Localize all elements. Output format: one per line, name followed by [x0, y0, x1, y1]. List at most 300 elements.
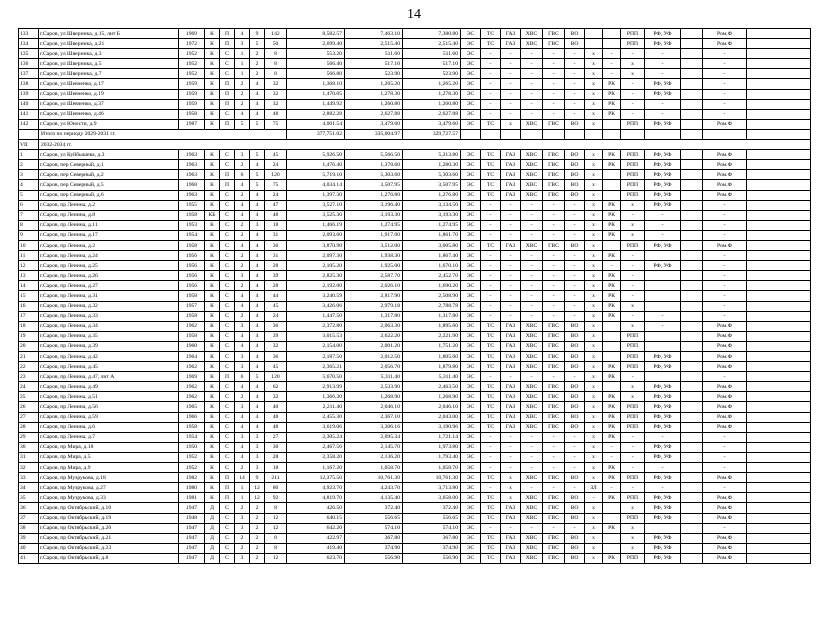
table-cell: 5,670.50: [287, 372, 345, 382]
table-row: [19, 352, 811, 362]
table-cell: х: [585, 180, 603, 190]
table-cell: -: [481, 49, 501, 59]
table-cell: 4: [235, 442, 250, 452]
table-cell: -: [481, 79, 501, 89]
table-cell: х: [585, 392, 603, 402]
table-cell: [543, 129, 565, 139]
table-cell: ХВС: [521, 422, 543, 432]
table-cell: С: [220, 543, 235, 553]
table-row: [19, 160, 811, 170]
table-cell: -: [501, 452, 521, 462]
table-cell: ЭС: [461, 452, 481, 462]
table-cell: РФ, УФ: [645, 452, 681, 462]
table-cell: 374.90: [403, 543, 461, 553]
table-cell: К: [205, 109, 220, 119]
table-row: [19, 523, 811, 533]
table-cell: 6: [235, 372, 250, 382]
table-cell: ЭС: [461, 69, 481, 79]
table-cell: [681, 129, 703, 139]
table-cell: 2,622.20: [345, 331, 403, 341]
table-cell: -: [543, 442, 565, 452]
table-cell: 4,243.70: [345, 483, 403, 493]
table-cell: -: [703, 261, 747, 271]
table-cell: РПП: [621, 29, 645, 39]
table-cell: 45: [265, 362, 287, 372]
table-cell: [747, 442, 811, 452]
table-cell: Д: [205, 523, 220, 533]
table-cell: ВО: [565, 331, 585, 341]
table-cell: -: [621, 442, 645, 452]
table-cell: г.Саров, пр Октябрьский, д.20: [39, 523, 179, 533]
table-cell: -: [543, 230, 565, 240]
table-cell: 1959: [179, 89, 205, 99]
table-cell: -: [521, 452, 543, 462]
table-cell: г.Саров, ул Шевченко, д.19: [39, 89, 179, 99]
table-cell: 1953: [179, 220, 205, 230]
table-cell: 5: [250, 119, 265, 129]
table-cell: 24: [265, 190, 287, 200]
table-cell: РК: [603, 362, 621, 372]
table-cell: Ром.Ф: [703, 331, 747, 341]
table-cell: 566.80: [287, 69, 345, 79]
table-cell: ХВС: [521, 543, 543, 553]
table-cell: РК: [603, 271, 621, 281]
table-cell: 2,452.70: [403, 271, 461, 281]
table-cell: 1963: [179, 190, 205, 200]
table-cell: 2: [250, 59, 265, 69]
table-cell: [681, 463, 703, 473]
table-cell: 4: [250, 210, 265, 220]
table-cell: 5,303.60: [403, 170, 461, 180]
table-cell: -: [645, 109, 681, 119]
table-cell: ХВС: [521, 341, 543, 351]
table-cell: 1,278.30: [345, 89, 403, 99]
table-cell: 2,882.28: [287, 109, 345, 119]
table-cell: 2: [235, 190, 250, 200]
table-cell: 22: [19, 362, 39, 372]
table-cell: 1972: [179, 39, 205, 49]
table-cell: С: [220, 301, 235, 311]
table-cell: х: [585, 99, 603, 109]
table-cell: 2,367.10: [345, 412, 403, 422]
table-cell: -: [543, 200, 565, 210]
table-cell: 2,097.30: [287, 251, 345, 261]
table-cell: К: [205, 402, 220, 412]
table-cell: РК: [603, 251, 621, 261]
table-cell: 4: [250, 281, 265, 291]
table-cell: [747, 281, 811, 291]
table-cell: -: [565, 523, 585, 533]
table-cell: -: [703, 99, 747, 109]
table-cell: -: [521, 311, 543, 321]
table-cell: Ром.Ф: [703, 321, 747, 331]
table-cell: 12: [250, 493, 265, 503]
table-cell: Ром.Ф: [703, 170, 747, 180]
table-cell: 32: [265, 99, 287, 109]
table-cell: х: [585, 69, 603, 79]
table-row: [19, 311, 811, 321]
table-cell: х: [585, 291, 603, 301]
table-cell: ГАЗ: [501, 362, 521, 372]
table-cell: х: [621, 59, 645, 69]
table-cell: -: [521, 523, 543, 533]
table-cell: 7: [19, 210, 39, 220]
table-cell: П: [220, 29, 235, 39]
table-cell: [747, 321, 811, 331]
table-cell: 1957: [179, 301, 205, 311]
table-cell: 14: [235, 473, 250, 483]
table-cell: [645, 251, 681, 261]
table-cell: РФ, УФ: [645, 493, 681, 503]
table-cell: 1948: [179, 513, 205, 523]
table-cell: х: [585, 301, 603, 311]
table-cell: ЭС: [461, 29, 481, 39]
table-cell: 2,358.20: [287, 452, 345, 462]
table-cell: -: [565, 89, 585, 99]
table-cell: ВО: [565, 190, 585, 200]
table-cell: ТС: [481, 533, 501, 543]
table-cell: [747, 473, 811, 483]
table-cell: -: [703, 49, 747, 59]
table-cell: 75: [265, 180, 287, 190]
table-cell: [747, 170, 811, 180]
table-cell: ВО: [565, 341, 585, 351]
table-cell: -: [481, 311, 501, 321]
table-cell: РФ, УФ: [645, 362, 681, 372]
table-cell: -: [481, 69, 501, 79]
table-cell: РПП: [621, 513, 645, 523]
table-cell: х: [585, 382, 603, 392]
table-cell: 120: [265, 372, 287, 382]
table-cell: [521, 129, 543, 139]
table-cell: ГАЗ: [501, 352, 521, 362]
table-cell: 1981: [179, 493, 205, 503]
table-cell: ХВС: [521, 170, 543, 180]
table-cell: -: [543, 281, 565, 291]
table-cell: 4: [250, 341, 265, 351]
table-cell: ТС: [481, 190, 501, 200]
table-cell: 2,979.18: [345, 301, 403, 311]
table-cell: 1958: [179, 240, 205, 250]
table-cell: 1955: [179, 200, 205, 210]
table-cell: [681, 261, 703, 271]
table-cell: -: [501, 251, 521, 261]
table-cell: 36: [265, 240, 287, 250]
table-cell: 523.90: [345, 69, 403, 79]
table-cell: 2,095.34: [345, 432, 403, 442]
table-cell: РПП: [621, 402, 645, 412]
table-cell: х: [585, 59, 603, 69]
table-cell: [747, 220, 811, 230]
table-cell: 21: [19, 352, 39, 362]
table-cell: [747, 533, 811, 543]
table-cell: х: [585, 49, 603, 59]
table-cell: 1966: [179, 412, 205, 422]
table-cell: [681, 392, 703, 402]
table-cell: -: [565, 372, 585, 382]
table-cell: 1,274.95: [345, 220, 403, 230]
table-cell: [747, 29, 811, 39]
table-cell: ЭС: [461, 382, 481, 392]
table-cell: РФ, УФ: [645, 261, 681, 271]
table-cell: 28: [265, 452, 287, 462]
table-cell: 4: [250, 160, 265, 170]
table-cell: [585, 29, 603, 39]
table-cell: [645, 129, 681, 139]
table-cell: 1,670.10: [403, 261, 461, 271]
table-row: [19, 483, 811, 493]
table-cell: ГВС: [543, 180, 565, 190]
table-cell: С: [220, 513, 235, 523]
table-cell: С: [220, 200, 235, 210]
table-cell: 36: [265, 352, 287, 362]
table-cell: 4: [250, 109, 265, 119]
table-cell: 4: [250, 200, 265, 210]
table-cell: РК: [603, 392, 621, 402]
table-cell: 2: [235, 533, 250, 543]
table-cell: -: [481, 281, 501, 291]
table-cell: С: [220, 422, 235, 432]
table-cell: 3,015.53: [287, 331, 345, 341]
table-cell: 3,193.30: [403, 210, 461, 220]
table-cell: 4: [250, 352, 265, 362]
table-cell: 1964: [179, 352, 205, 362]
table-cell: -: [703, 251, 747, 261]
table-cell: -: [603, 442, 621, 452]
table-cell: -: [703, 372, 747, 382]
table-cell: -: [543, 291, 565, 301]
table-cell: 75: [265, 119, 287, 129]
table-cell: Д: [205, 533, 220, 543]
table-cell: РФ, УФ: [645, 180, 681, 190]
table-cell: РК: [603, 200, 621, 210]
table-cell: -: [543, 69, 565, 79]
housing-program-table: [18, 28, 811, 564]
table-cell: 1962: [179, 392, 205, 402]
table-cell: -: [565, 281, 585, 291]
table-cell: Ром.Ф: [703, 382, 747, 392]
table-cell: 1,751.20: [403, 341, 461, 351]
table-cell: ЭС: [461, 109, 481, 119]
table-row: [19, 150, 811, 160]
table-cell: РФ, УФ: [645, 553, 681, 563]
table-cell: -: [543, 261, 565, 271]
table-cell: [681, 543, 703, 553]
table-cell: 18: [265, 220, 287, 230]
table-cell: 4: [250, 412, 265, 422]
table-cell: [681, 150, 703, 160]
table-cell: К: [205, 230, 220, 240]
table-cell: [645, 281, 681, 291]
table-cell: 48: [265, 210, 287, 220]
table-row: [19, 372, 811, 382]
table-cell: -: [501, 261, 521, 271]
table-cell: 27: [19, 412, 39, 422]
table-cell: х: [585, 452, 603, 462]
table-cell: [681, 523, 703, 533]
table-cell: г.Саров, пр Октябрьский, д.21: [39, 533, 179, 543]
table-cell: РК: [603, 402, 621, 412]
table-cell: х: [585, 412, 603, 422]
table-cell: Ром.Ф: [703, 362, 747, 372]
table-cell: -: [501, 99, 521, 109]
table-cell: -: [543, 301, 565, 311]
table-cell: [603, 170, 621, 180]
table-row: [19, 291, 811, 301]
table-cell: 3,525.30: [287, 210, 345, 220]
table-cell: 5,213.80: [403, 150, 461, 160]
table-cell: ВО: [565, 160, 585, 170]
table-cell: ГАЗ: [501, 39, 521, 49]
table-row: [19, 452, 811, 462]
table-cell: [681, 422, 703, 432]
table-cell: 1962: [179, 362, 205, 372]
table-cell: 36: [19, 503, 39, 513]
table-cell: 1958: [179, 210, 205, 220]
table-cell: -: [621, 79, 645, 89]
table-cell: г.Саров, пер Северный, д.2: [39, 170, 179, 180]
table-cell: 3,527.10: [287, 200, 345, 210]
table-cell: 30: [19, 442, 39, 452]
table-cell: 2,043.00: [403, 412, 461, 422]
table-row: [19, 432, 811, 442]
table-cell: ЭС: [461, 271, 481, 281]
table-cell: -: [603, 49, 621, 59]
table-cell: ХВС: [521, 392, 543, 402]
table-cell: РК: [603, 79, 621, 89]
table-cell: РФ, УФ: [645, 402, 681, 412]
table-cell: П: [220, 89, 235, 99]
table-cell: -: [481, 200, 501, 210]
table-cell: К: [205, 382, 220, 392]
table-cell: 24: [265, 311, 287, 321]
table-row: [19, 220, 811, 230]
table-cell: ГВС: [543, 513, 565, 523]
table-cell: РК: [603, 281, 621, 291]
table-cell: 1956: [179, 281, 205, 291]
table-cell: 419.40: [287, 543, 345, 553]
table-cell: [603, 240, 621, 250]
table-row: [19, 261, 811, 271]
table-cell: -: [565, 79, 585, 89]
table-cell: [681, 331, 703, 341]
table-cell: 1,265.20: [403, 79, 461, 89]
table-cell: 2,305.24: [287, 432, 345, 442]
table-cell: ЭС: [461, 422, 481, 432]
table-cell: [681, 109, 703, 119]
table-cell: -: [565, 463, 585, 473]
table-cell: 2: [235, 503, 250, 513]
table-cell: г.Саров, пр Ленина, д.32: [39, 301, 179, 311]
section-number: VII: [19, 140, 39, 150]
table-cell: 31: [265, 251, 287, 261]
table-cell: 10,761.30: [403, 473, 461, 483]
table-cell: [681, 362, 703, 372]
table-cell: -: [521, 281, 543, 291]
table-cell: [681, 49, 703, 59]
table-cell: 1954: [179, 230, 205, 240]
table-cell: 31: [265, 230, 287, 240]
table-cell: ВО: [565, 150, 585, 160]
table-cell: [747, 463, 811, 473]
table-cell: 574.10: [403, 523, 461, 533]
table-cell: 3,512.00: [345, 240, 403, 250]
table-cell: [645, 341, 681, 351]
table-cell: К: [205, 271, 220, 281]
table-cell: Ром.Ф: [703, 533, 747, 543]
table-cell: ТС: [481, 180, 501, 190]
table-cell: 8: [265, 503, 287, 513]
table-cell: 422.97: [287, 533, 345, 543]
table-cell: ТС: [481, 543, 501, 553]
table-cell: 4,135.40: [345, 493, 403, 503]
table-cell: ВО: [565, 422, 585, 432]
table-row: [19, 412, 811, 422]
table-cell: 32: [265, 392, 287, 402]
table-cell: [681, 230, 703, 240]
table-cell: ТС: [481, 422, 501, 432]
table-cell: РК: [603, 372, 621, 382]
table-cell: [747, 79, 811, 89]
table-cell: -: [543, 271, 565, 281]
table-cell: ГВС: [543, 341, 565, 351]
table-cell: 3,193.30: [345, 210, 403, 220]
table-cell: 1952: [179, 463, 205, 473]
table-cell: -: [703, 442, 747, 452]
table-cell: х: [585, 271, 603, 281]
table-cell: 23: [19, 372, 39, 382]
table-cell: -: [565, 442, 585, 452]
table-cell: г.Саров, ул Юности, д.9: [39, 119, 179, 129]
table-cell: 556.90: [345, 553, 403, 563]
table-cell: РК: [603, 291, 621, 301]
table-cell: г.Саров, ул Шверника, д.7: [39, 69, 179, 79]
table-cell: 1,368.10: [287, 79, 345, 89]
table-cell: ЭС: [461, 493, 481, 503]
table-cell: г.Саров, пр Музрукова, д.33: [39, 493, 179, 503]
table-cell: -: [565, 49, 585, 59]
table-cell: -: [703, 79, 747, 89]
table-cell: 8: [265, 49, 287, 59]
table-cell: 4: [235, 29, 250, 39]
table-cell: 1,917.00: [345, 230, 403, 240]
table-cell: -: [501, 301, 521, 311]
table-cell: С: [220, 553, 235, 563]
table-cell: -: [521, 79, 543, 89]
table-cell: [747, 210, 811, 220]
table-cell: 3,507.95: [345, 180, 403, 190]
table-cell: 1,276.80: [345, 190, 403, 200]
table-cell: -: [565, 432, 585, 442]
table-cell: г.Саров, пр Ленина, д.25: [39, 261, 179, 271]
table-cell: 523.90: [403, 69, 461, 79]
table-cell: РК: [603, 220, 621, 230]
table-cell: 4: [250, 190, 265, 200]
table-cell: -: [703, 301, 747, 311]
table-cell: ГВС: [543, 402, 565, 412]
table-cell: ЭС: [461, 200, 481, 210]
table-cell: -: [543, 311, 565, 321]
table-cell: -: [543, 463, 565, 473]
table-cell: 12: [265, 553, 287, 563]
table-cell: ЭС: [461, 79, 481, 89]
table-cell: [603, 331, 621, 341]
table-cell: РК: [603, 109, 621, 119]
table-cell: ГАЗ: [501, 533, 521, 543]
table-cell: -: [481, 271, 501, 281]
table-cell: 3: [235, 432, 250, 442]
table-cell: г.Саров, пр Ленина, д.39: [39, 341, 179, 351]
